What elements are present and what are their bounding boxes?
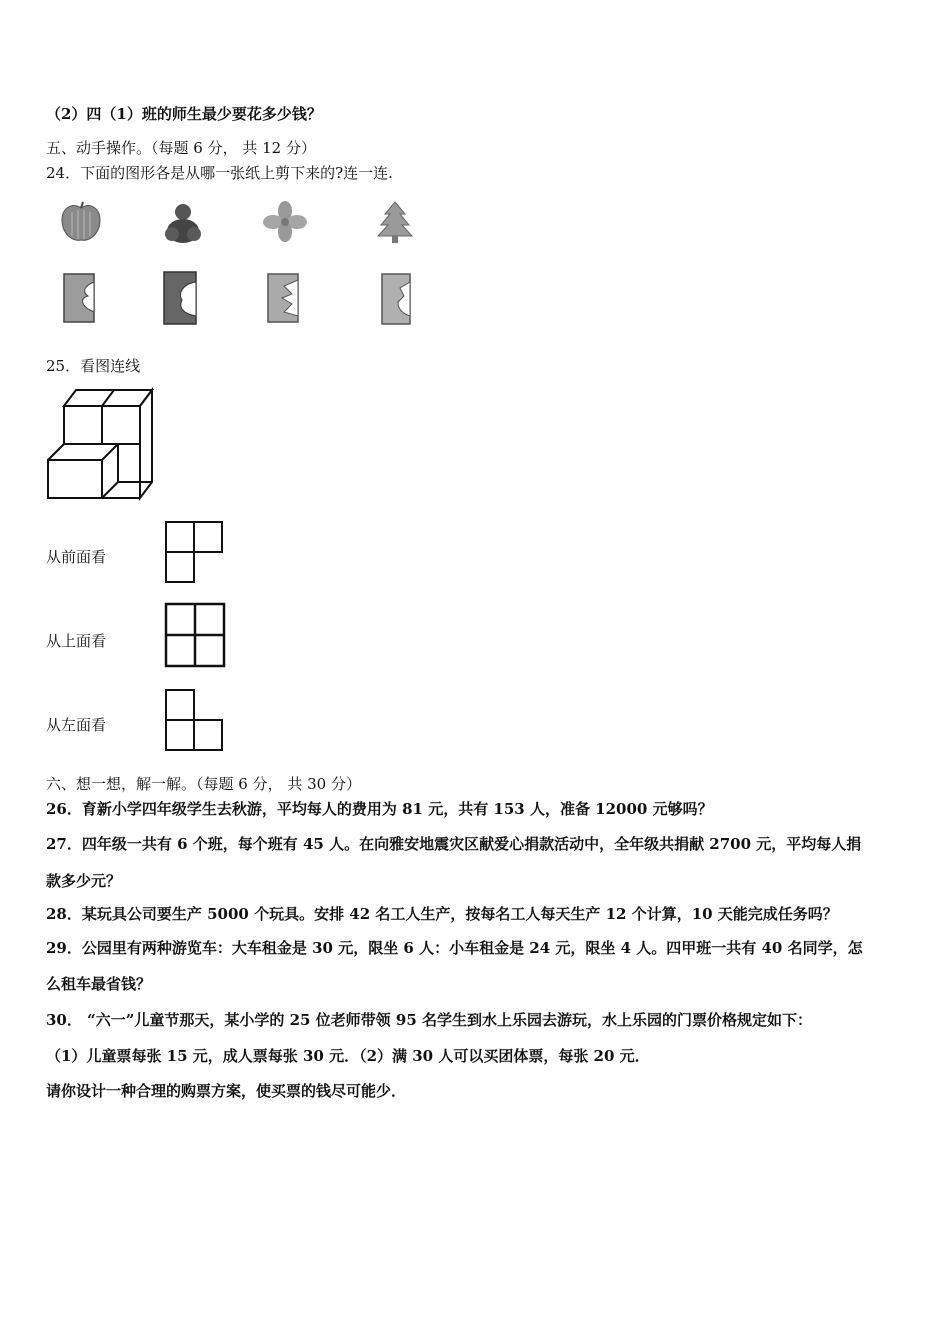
question-29-line1: 29．公园里有两种游览车：大车租金是 30 元，限坐 6 人：小车租金是 24 元，限坐 4 人。四甲班一共有 40 名同学，怎 xyxy=(46,939,863,957)
tree-cutout-icon xyxy=(374,200,416,244)
question-26: 26．育新小学四年级学生去秋游，平均每人的费用为 81 元，共有 153 人，准备 12000 元够吗？ xyxy=(46,800,713,818)
section-5-heading: 五、动手操作。（每题 6 分， 共 12 分） xyxy=(46,139,316,157)
front-view-figure xyxy=(164,520,224,586)
section-6-heading: 六、想一想，解一解。（每题 6 分， 共 30 分） xyxy=(46,775,361,793)
left-view-figure xyxy=(164,688,224,754)
question-25: 25．看图连线 xyxy=(46,357,141,375)
question-30-line3: 请你设计一种合理的购票方案，使买票的钱尽可能少． xyxy=(46,1082,407,1100)
paper-2-icon xyxy=(162,270,198,326)
question-23-part2: （2）四（1）班的师生最少要花多少钱？ xyxy=(46,105,322,123)
gourd-cutout-icon xyxy=(160,198,206,246)
question-24: 24．下面的图形各是从哪一张纸上剪下来的?连一连. xyxy=(46,164,393,182)
paper-4-icon xyxy=(380,272,412,326)
paper-1-icon xyxy=(62,272,96,324)
question-28: 28．某玩具公司要生产 5000 个玩具。安排 42 名工人生产，按每名工人每天生产 12 个计算，10 天能完成任务吗？ xyxy=(46,905,838,923)
paper-3-icon xyxy=(266,272,300,324)
question-27-line1: 27．四年级一共有 6 个班，每个班有 45 人。在向雅安地震灾区献爱心捐款活动中，全年级共捐献 2700 元，平均每人捐 xyxy=(46,835,862,853)
left-view-label: 从左面看 xyxy=(46,716,107,734)
apple-cutout-icon xyxy=(58,200,104,244)
top-view-label: 从上面看 xyxy=(46,632,107,650)
question-30-line2: （1）儿童票每张 15 元，成人票每张 30 元．（2）满 30 人可以买团体票，每张 20 元． xyxy=(46,1047,650,1065)
question-30-line1: 30． “六一”儿童节那天，某小学的 25 位老师带领 95 名学生到水上乐园去游玩，水上乐园的门票价格规定如下： xyxy=(46,1011,812,1029)
question-27-line2: 款多少元？ xyxy=(46,872,122,890)
cube-stack-figure xyxy=(44,386,156,504)
front-view-label: 从前面看 xyxy=(46,548,107,566)
clover-cutout-icon xyxy=(262,200,308,244)
top-view-figure xyxy=(164,602,228,670)
question-29-line2: 么租车最省钱？ xyxy=(46,975,152,993)
